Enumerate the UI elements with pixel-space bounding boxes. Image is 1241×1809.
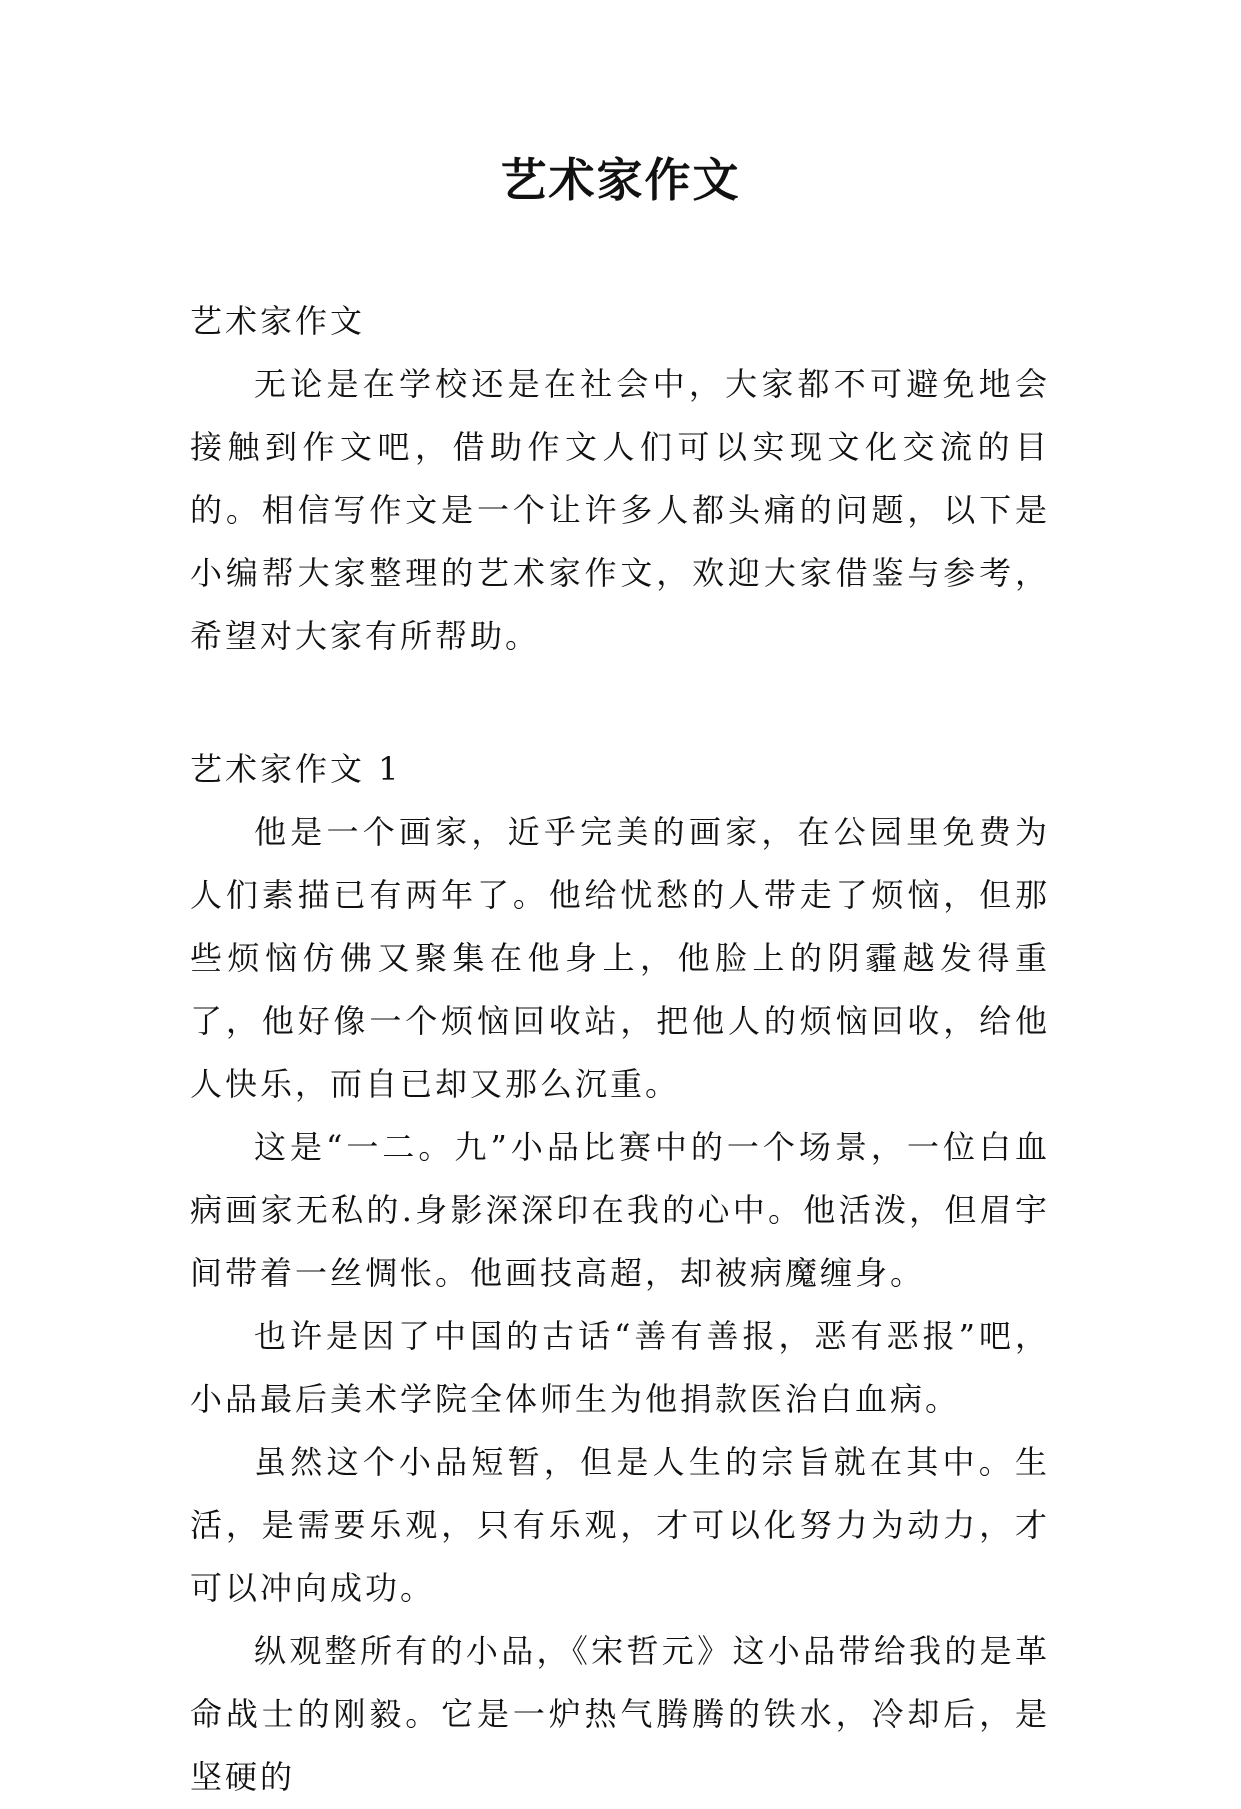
essay-1-paragraph-2: 这是“一二。九”小品比赛中的一个场景，一位白血病画家无私的.身影深深印在我的心中。他活泼，但眉宇间带着一丝惆怅。他画技高超，却被病魔缠身。 — [190, 1128, 1050, 1292]
essay-1-paragraph-5: 纵观整所有的小品，《宋哲元》这小品带给我的是革命战士的刚毅。它是一炉热气腾腾的铁水，冷却后，是坚硬的 — [190, 1632, 1050, 1796]
essay-1-paragraph-4: 虽然这个小品短暂，但是人生的宗旨就在其中。生活，是需要乐观，只有乐观，才可以化努力为动力，才可以冲向成功。 — [190, 1443, 1050, 1607]
document-title: 艺术家作文 — [500, 153, 741, 207]
intro-paragraph: 无论是在学校还是在社会中，大家都不可避免地会接触到作文吧，借助作文人们可以实现文化交流的目的。相信写作文是一个让许多人都头痛的问题，以下是小编帮大家整理的艺术家作文，欢迎大家借鉴与参考，希望对大家有所帮助。 — [190, 365, 1050, 655]
essay-1-heading: 艺术家作文 1 — [190, 750, 402, 788]
document-body — [190, 290, 1050, 1809]
section-spacer — [190, 668, 1050, 738]
essay-1-paragraph-1: 他是一个画家，近乎完美的画家，在公园里免费为人们素描已有两年了。他给忧愁的人带走了烦恼，但那些烦恼仿佛又聚集在他身上，他脸上的阴霾越发得重了，他好像一个烦恼回收站，把他人的烦恼回收，给他人快乐，而自已却又那么沉重。 — [190, 813, 1050, 1103]
intro-heading: 艺术家作文 — [190, 302, 366, 340]
essay-1-paragraph-3: 也许是因了中国的古话“善有善报，恶有恶报”吧，小品最后美术学院全体师生为他捐款医治白血病。 — [190, 1317, 1050, 1418]
